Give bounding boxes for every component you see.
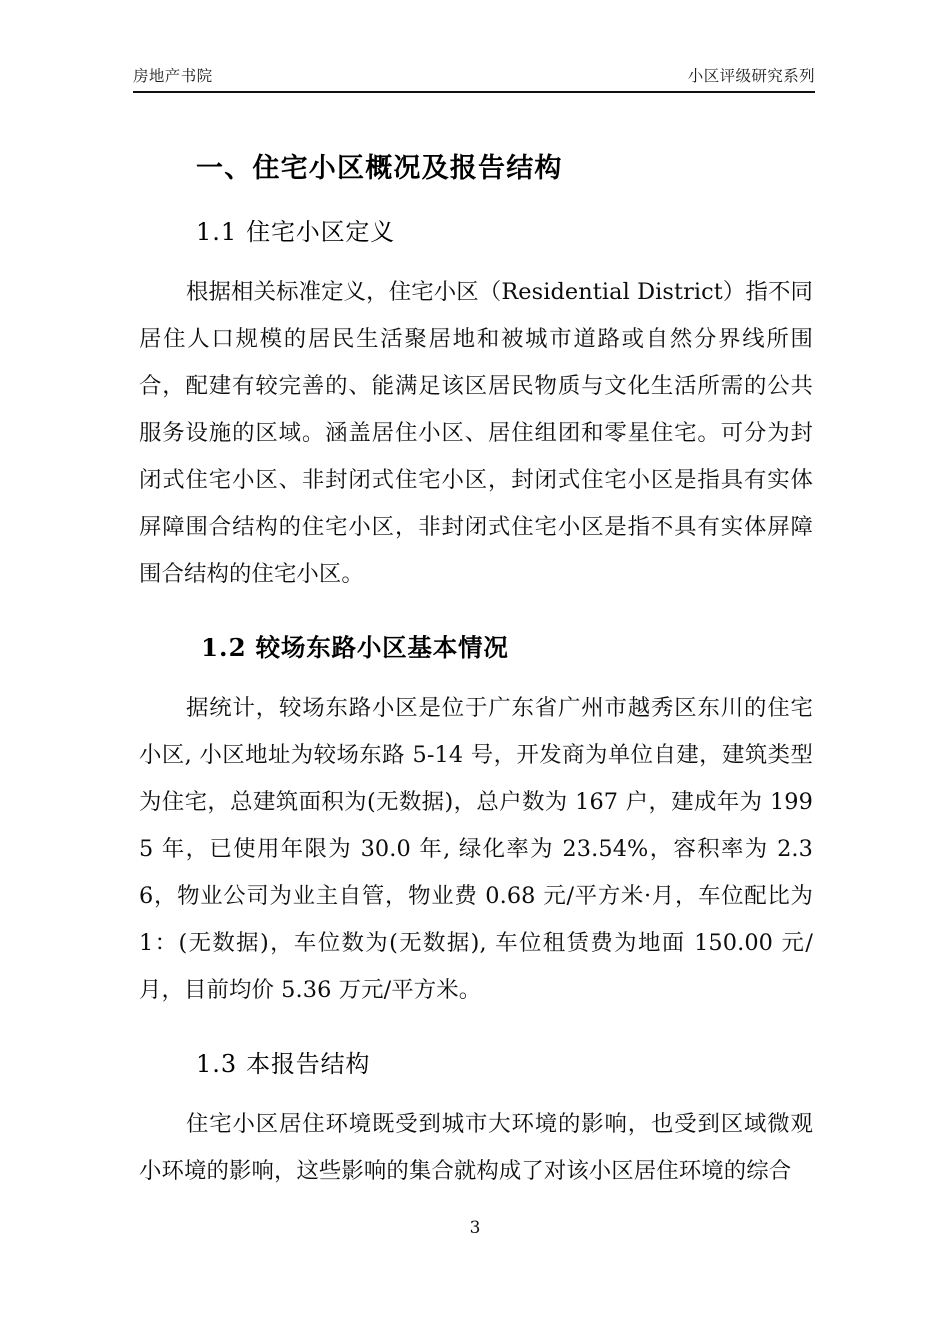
- section-heading-1-1: [139, 210, 813, 255]
- page-footer: [0, 1218, 950, 1238]
- paragraph-1-3: 住宅小区居住环境既受到城市大环境的影响，也受到区域微观小环境的影响，这些影响的集合就构成了对该小区居住环境的综合: [139, 1111, 813, 1184]
- paragraph-1-1: 根据相关标准定义，住宅小区（Residential District）指不同居住人口规模的居民生活聚居地和被城市道路或自然分界线所围合，配建有较完善的、能满足该区居民物质与文化生活所需的公共服务设施的区域。涵盖居住小区、居住组团和零星住宅。可分为封闭式住宅小区、非封闭式住宅小区，封闭式住宅小区是指具有实体屏障围合结构的住宅小区，非封闭式住宅小区是指不具有实体屏障围合结构的住宅小区。: [139, 279, 813, 587]
- header-right-text: 小区评级研究系列: [687, 68, 815, 85]
- section-number-1-3: 1.3: [196, 1050, 238, 1078]
- section-heading-1: 一、住宅小区概况及报告结构: [196, 153, 563, 183]
- section-heading-1-2: [139, 626, 813, 671]
- page-number: 3: [469, 1218, 481, 1238]
- section-title-1-2: 较场东路小区基本情况: [255, 635, 509, 662]
- section-title-1-1: 住宅小区定义: [246, 219, 395, 246]
- running-header: [133, 68, 815, 93]
- section-title-1-3: 本报告结构: [246, 1051, 371, 1078]
- paragraph-1-2: 据统计，较场东路小区是位于广东省广州市越秀区东川的住宅小区, 小区地址为较场东路 5-14 号，开发商为单位自建，建筑类型为住宅，总建筑面积为(无数据)，总户数为 167 户，建成年为 1995 年，已使用年限为 30.0 年, 绿化率为 23.54%，容积率为 2.36，物业公司为业主自管，物业费 0.68 元/平方米·月，车位配比为 1：(无数据)，车位数为(无数据), 车位租赁费为地面 150.00 元/月，目前均价 5.36 万元/平方米。: [139, 695, 813, 1003]
- section-number-1-1: 1.1: [196, 218, 238, 246]
- header-left-text: 房地产书院: [133, 68, 213, 85]
- document-content: [139, 128, 813, 1195]
- section-heading-1-3: [139, 1042, 813, 1087]
- section-number-1-2: 1.2: [201, 633, 247, 662]
